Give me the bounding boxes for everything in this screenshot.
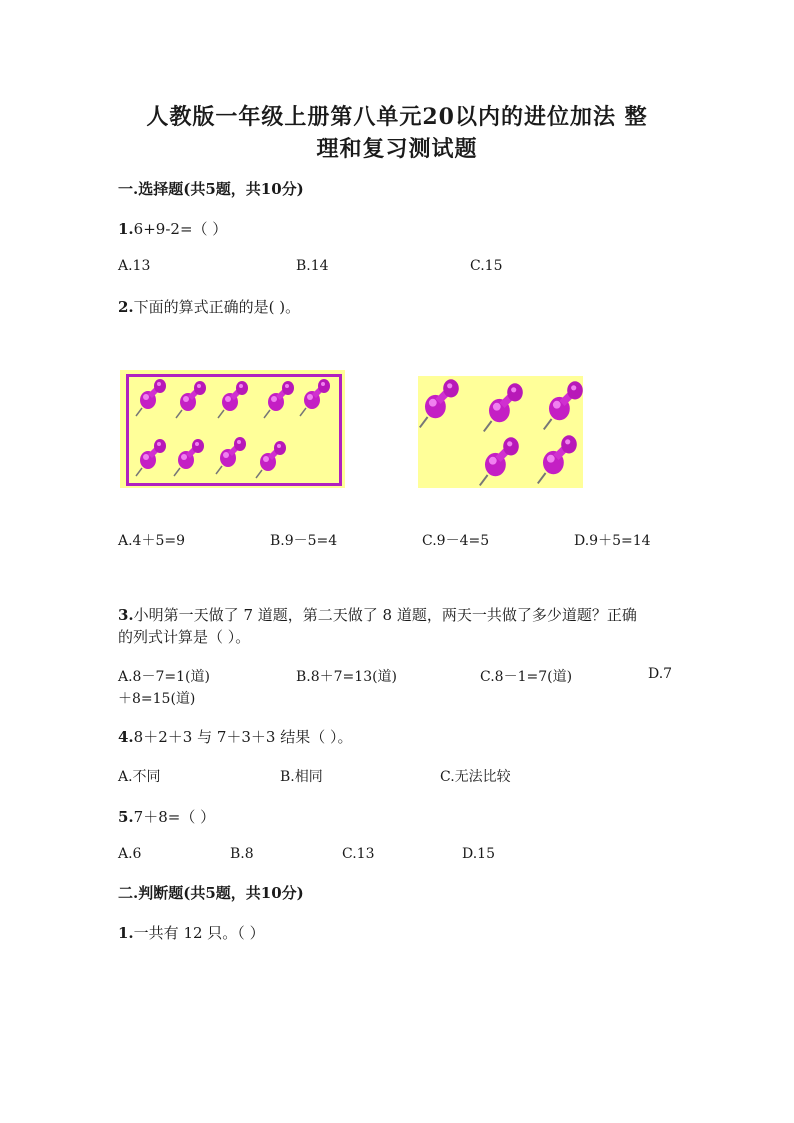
pushpin-icon (300, 379, 330, 416)
question-text: 一共有 12 只。（ ） (133, 924, 265, 942)
question-text-line1: 小明第一天做了 7 道题，第二天做了 8 道题，两天一共做了多少道题？正确 (133, 606, 637, 624)
pushpin-icon (264, 381, 294, 418)
question-number: 3. (118, 606, 134, 624)
question-text-line2: 的列式计算是（ ）。 (118, 628, 251, 646)
question-number: 4. (118, 728, 134, 746)
option-b[interactable]: B.相同 (280, 769, 323, 785)
option-b[interactable]: B.8＋7=13(道) (296, 669, 398, 685)
option-a[interactable]: A.4＋5=9 (118, 533, 186, 549)
pushpin-icon (256, 441, 286, 478)
pushpin-icon (420, 379, 459, 427)
pushpin-icon (136, 379, 166, 416)
option-c[interactable]: C.9－4=5 (422, 533, 490, 549)
question-3 (118, 604, 637, 625)
pushpin-icon (218, 381, 248, 418)
option-b[interactable]: B.8 (230, 846, 254, 862)
option-c[interactable]: C.15 (470, 258, 503, 274)
page-title-line2: 理和复习测试题 (316, 136, 478, 162)
option-a[interactable]: A.8－7=1(道) (118, 669, 210, 685)
pushpin-icon (216, 437, 246, 474)
question-text: 下面的算式正确的是( )。 (133, 298, 301, 316)
pushpin-icon (136, 439, 166, 476)
pushpin-icon (176, 381, 206, 418)
question-5 (118, 806, 215, 827)
option-d-continued[interactable]: ＋8=15(道) (118, 691, 196, 707)
pushpin-icon (480, 437, 519, 485)
question-number: 5. (118, 808, 134, 826)
option-d[interactable]: D.9＋5=14 (574, 533, 651, 549)
option-b[interactable]: B.9－5=4 (270, 533, 338, 549)
option-c[interactable]: C.8－1=7(道) (480, 669, 573, 685)
pushpin-icon (174, 439, 204, 476)
option-a[interactable]: A.6 (118, 846, 142, 862)
page-title-line1: 人教版一年级上册第八单元20以内的进位加法 整 (146, 104, 648, 130)
question-number: 1. (118, 220, 134, 238)
option-a[interactable]: A.13 (118, 258, 151, 274)
question-text: 6+9-2=（ ） (133, 220, 228, 238)
pushpin-icon (538, 435, 577, 483)
option-c[interactable]: C.无法比较 (440, 769, 511, 785)
question-text: 7＋8=（ ） (133, 808, 216, 826)
pushpin-icon (544, 381, 583, 429)
section2-heading: 二.判断题(共5题，共10分) (118, 884, 304, 902)
option-d[interactable]: D.15 (462, 846, 495, 862)
question-4 (118, 726, 353, 747)
question-number: 2. (118, 298, 134, 316)
pushpin-icon (484, 383, 523, 431)
option-c[interactable]: C.13 (342, 846, 375, 862)
option-d[interactable]: D.7 (648, 666, 673, 682)
judgement-question-1 (118, 922, 265, 943)
question-number: 1. (118, 924, 134, 942)
option-a[interactable]: A.不同 (118, 769, 161, 785)
question-text: 8＋2＋3 与 7＋3＋3 结果（ ）。 (133, 728, 353, 746)
option-b[interactable]: B.14 (296, 258, 329, 274)
section1-heading: 一.选择题(共5题，共10分) (118, 180, 304, 198)
